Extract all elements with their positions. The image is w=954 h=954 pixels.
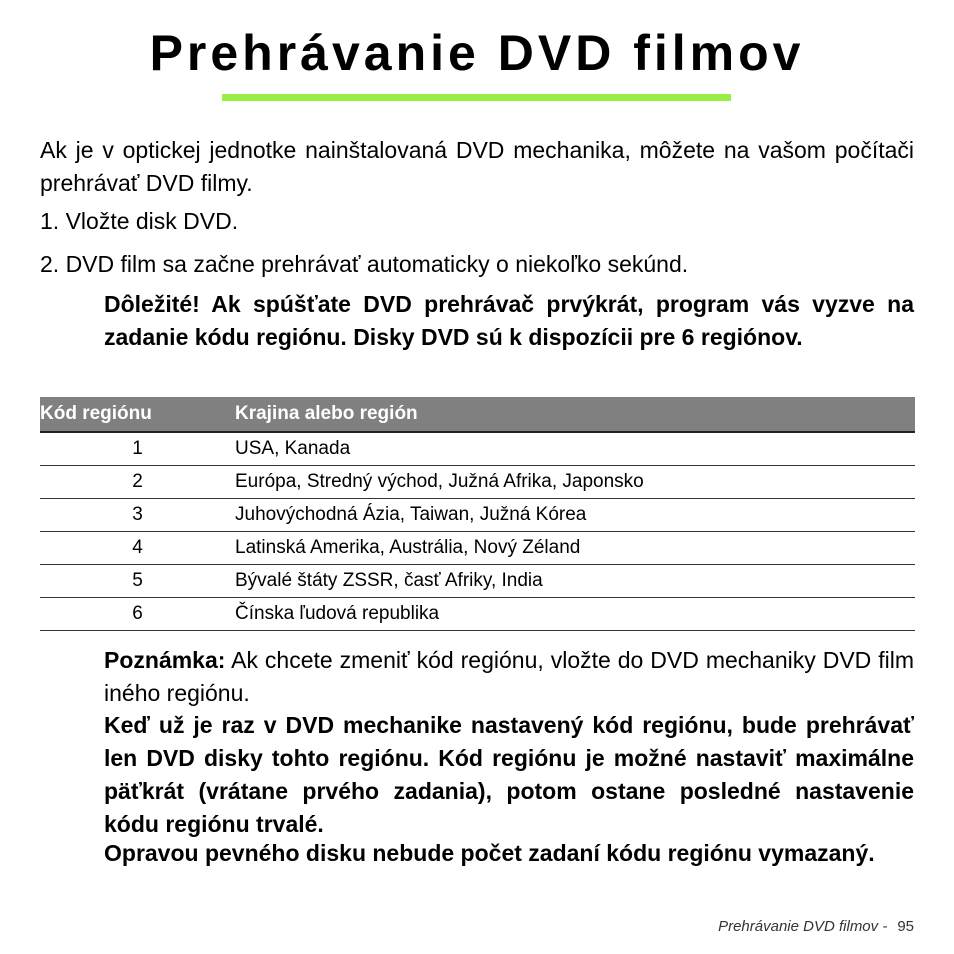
region-country: USA, Kanada <box>235 432 915 466</box>
title-underline <box>222 94 731 101</box>
header-country: Krajina alebo región <box>235 397 915 432</box>
region-code: 5 <box>40 565 235 598</box>
region-country: Európa, Stredný východ, Južná Afrika, Japonsko <box>235 466 915 499</box>
header-region-code: Kód regiónu <box>40 397 235 432</box>
intro-paragraph: Ak je v optickej jednotke nainštalovaná DVD mechanika, môžete na vašom počítači prehrávať DVD filmy. <box>40 137 914 196</box>
table-row <box>40 432 915 466</box>
region-code: 3 <box>40 499 235 532</box>
footer-label: Prehrávanie DVD filmov - <box>718 918 888 935</box>
region-table <box>40 397 915 631</box>
warning-hdd-repair: Opravou pevného disku nebude počet zadaní kódu regiónu vymazaný. <box>104 840 875 866</box>
page-footer <box>718 918 914 935</box>
region-country: Bývalé štáty ZSSR, časť Afriky, India <box>235 565 915 598</box>
step-2: 2. DVD film sa začne prehrávať automaticky o niekoľko sekúnd. <box>40 251 689 277</box>
region-country: Latinská Amerika, Austrália, Nový Zéland <box>235 532 915 565</box>
table-row <box>40 565 915 598</box>
step-1: 1. Vložte disk DVD. <box>40 208 239 234</box>
table-header-row <box>40 397 915 432</box>
region-code: 4 <box>40 532 235 565</box>
table-row <box>40 466 915 499</box>
warning-region-lock: Keď už je raz v DVD mechanike nastavený kód regiónu, bude prehrávať len DVD disky tohto regiónu. Kód regiónu je možné nastaviť maximálne päťkrát (vrátane prvého zadania), potom ostane posledné nastavenie kódu regiónu trvalé. <box>104 712 914 837</box>
region-code: 1 <box>40 432 235 466</box>
table-row <box>40 532 915 565</box>
region-country: Čínska ľudová republika <box>235 598 915 631</box>
region-code: 2 <box>40 466 235 499</box>
note-text: Ak chcete zmeniť kód regiónu, vložte do DVD mechaniky DVD film iného regiónu. <box>104 647 914 706</box>
important-note: Dôležité! Ak spúšťate DVD prehrávač prvýkrát, program vás vyzve na zadanie kódu regiónu. Disky DVD sú k dispozícii pre 6 regiónov. <box>104 291 914 350</box>
region-country: Juhovýchodná Ázia, Taiwan, Južná Kórea <box>235 499 915 532</box>
table-row <box>40 499 915 532</box>
page-title: Prehrávanie DVD filmov <box>149 25 805 81</box>
note-label: Poznámka: <box>104 647 226 673</box>
region-code: 6 <box>40 598 235 631</box>
page-number: 95 <box>897 918 914 935</box>
note-paragraph <box>104 644 914 710</box>
table-row <box>40 598 915 631</box>
